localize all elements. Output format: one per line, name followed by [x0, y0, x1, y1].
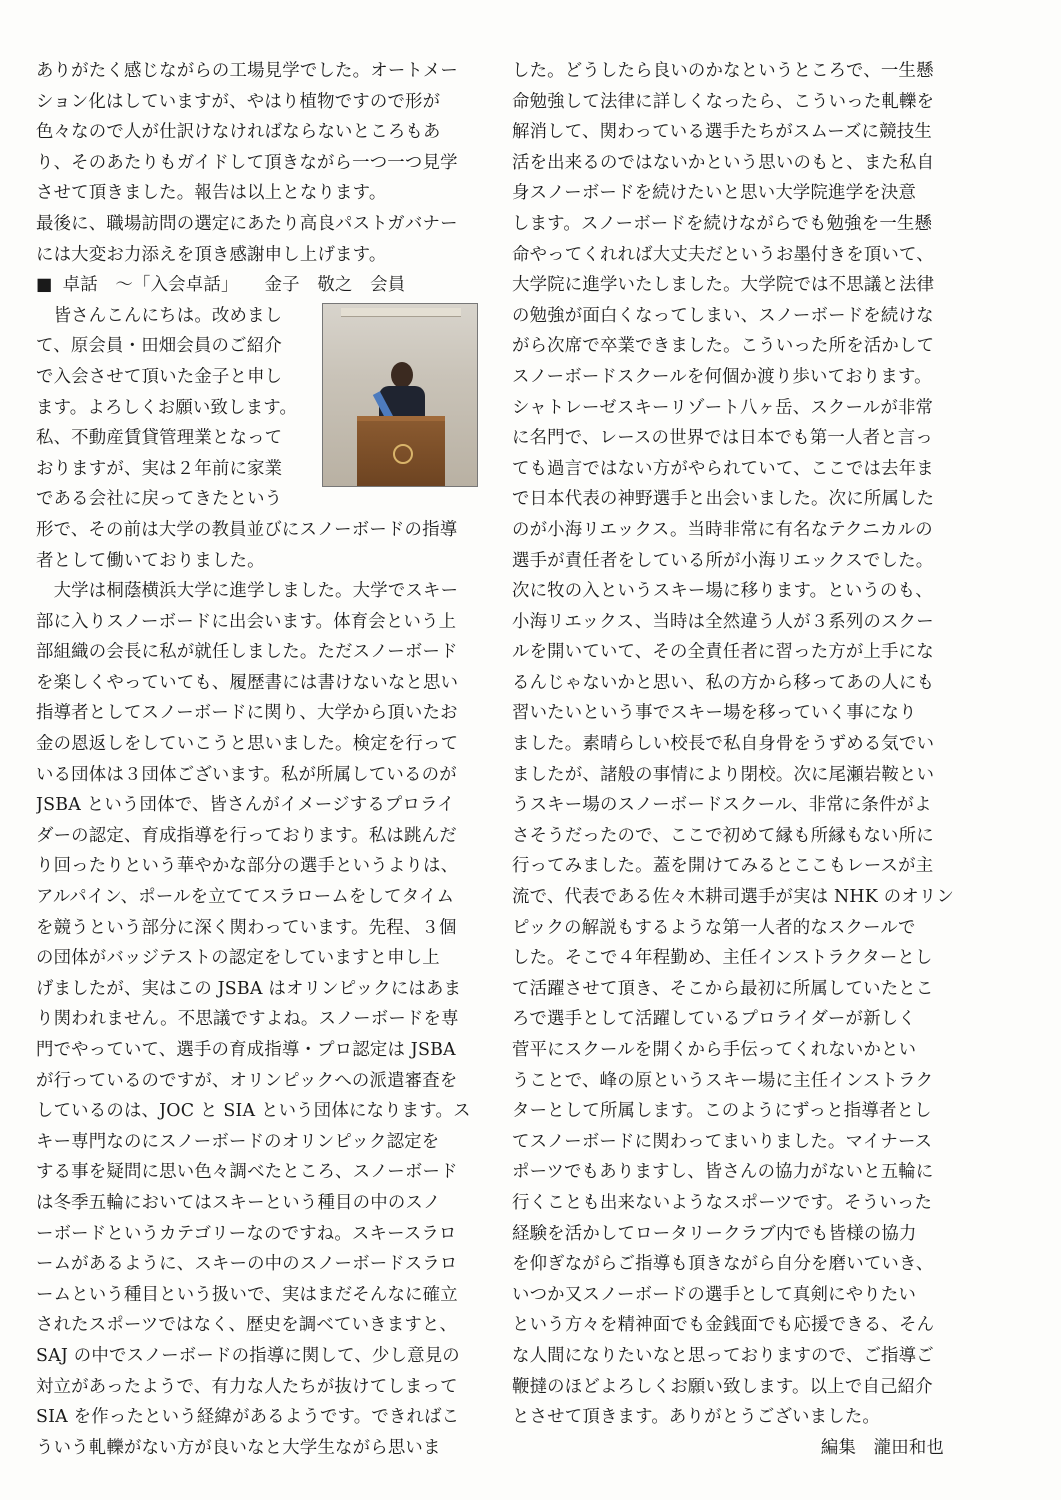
- text-line: いる団体は３団体ございます。私が所属しているのが: [36, 764, 457, 785]
- text-line: て活躍させて頂き、そこから最初に所属していたとこ: [512, 978, 934, 999]
- text-line: うスキー場のスノーボードスクール、非常に条件がよ: [512, 795, 932, 816]
- text-line: 者として働いておりました。: [36, 550, 265, 571]
- text-line: 金の恩返しをしていこうと思いました。検定を行って: [36, 734, 459, 755]
- speaker-name: 金子 敬之 会員: [264, 275, 406, 296]
- text-line: さそうだったので、ここで初めて縁も所縁もない所に: [512, 825, 934, 846]
- text-line: うことで、峰の原というスキー場に主任インストラク: [512, 1070, 934, 1091]
- speaker-photo: [322, 303, 478, 487]
- text-line: する事を疑問に思い色々調べたところ、スノーボード: [36, 1162, 458, 1183]
- text-line: ームがあるように、スキーの中のスノーボードスラロ: [36, 1254, 458, 1275]
- text-line: で入会させて頂いた金子と申し: [36, 366, 283, 387]
- text-line: 行くことも出来ないようなスポーツです。そういった: [512, 1192, 933, 1213]
- text-line: 指導者としてスノーボードに関り、大学から頂いたお: [36, 703, 458, 724]
- right-column: [512, 56, 958, 1463]
- text-line: の勉強が面白くなってしまい、スノーボードを続けな: [512, 305, 934, 326]
- text-line: SIA を作ったという経緯があるようです。できればこ: [36, 1407, 460, 1428]
- rotary-emblem-icon: [393, 444, 413, 464]
- text-line: 命勉強して法律に詳しくなったら、こういった軋轢を: [512, 91, 935, 112]
- text-line: という方々を精神面でも金銭面でも応援できる、そん: [512, 1315, 935, 1336]
- text-line: 大学院に進学いたしました。大学院では不思議と法律: [512, 275, 935, 296]
- text-line: で日本代表の神野選手と出会いました。次に所属した: [512, 489, 935, 510]
- text-line: 活を出来るのではないかという思いのもと、また私自: [512, 152, 935, 173]
- text-line: ても過言ではない方がやられていて、ここでは去年ま: [512, 458, 934, 479]
- text-line: ポーツでもありますし、皆さんの協力がないと五輪に: [512, 1162, 934, 1183]
- text-line: されたスポーツではなく、歴史を調べていきますと、: [36, 1315, 458, 1336]
- text-line: に名門で、レースの世界では日本でも第一人者と言っ: [512, 428, 933, 449]
- text-line: を競うという部分に深く関わっています。先程、３個: [36, 917, 457, 938]
- text-line: アルパイン、ポールを立ててスラロームをしてタイム: [36, 887, 455, 908]
- text-line: を楽しくやっていても、履歴書には書けないなと思い: [36, 672, 459, 693]
- text-line: 経験を活かしてロータリークラブ内でも皆様の協力: [512, 1223, 917, 1244]
- text-line: げましたが、実はこの JSBA はオリンピックにはあま: [36, 978, 462, 999]
- text-line: ういう軋轢がない方が良いなと大学生ながら思いま: [36, 1437, 441, 1458]
- text-line: 命やってくれれば大丈夫だというお墨付きを頂いて、: [512, 244, 934, 265]
- text-line: な人間になりたいなと思っておりますので、ご指導ご: [512, 1345, 934, 1366]
- text-line: ルを開いていて、その全責任者に習った方が上手にな: [512, 642, 934, 663]
- text-line: 行ってみました。蓋を開けてみるとここもレースが主: [512, 856, 934, 877]
- text-line: は冬季五輪においてはスキーという種目の中のスノ: [36, 1192, 441, 1213]
- text-line: がら次席で卒業できました。こういった所を活かして: [512, 336, 935, 357]
- section-title: 卓話 ～「入会卓話」: [62, 275, 239, 296]
- text-line: の団体がバッジテストの認定をしていますと申し上: [36, 948, 440, 969]
- text-line: 門でやっていて、選手の育成指導・プロ認定は JSBA: [36, 1040, 456, 1060]
- text-line: 菅平にスクールを開くから手伝ってくれないかとい: [512, 1040, 917, 1060]
- text-line: 形で、その前は大学の教員並びにスノーボードの指導: [36, 519, 458, 540]
- text-line: である会社に戻ってきたという: [36, 489, 283, 510]
- text-line: とさせて頂きます。ありがとうございました。: [512, 1407, 881, 1428]
- photo-wrap-block: [36, 301, 482, 515]
- text-line: ピックの解説もするような第一人者的なスクールで: [512, 917, 916, 938]
- text-line: スノーボードスクールを何個か渡り歩いております。: [512, 366, 932, 387]
- text-line: しているのは、JOC と SIA という団体になります。ス: [36, 1101, 471, 1122]
- text-line: り関われません。不思議ですよね。スノーボードを専: [36, 1009, 459, 1030]
- text-line: 部に入りスノーボードに出会います。体育会という上: [36, 611, 457, 632]
- text-line: 色々なので人が仕訳けなければならないところもあ: [36, 122, 441, 143]
- text-line: ろで選手として活躍しているプロライダーが新しく: [512, 1009, 916, 1030]
- text-line: には大変お力添えを頂き感謝申し上げます。: [36, 244, 387, 265]
- text-line: 対立があったようで、有力な人たちが抜けてしまって: [36, 1376, 458, 1397]
- text-line: 皆さんこんにちは。改めまし: [36, 305, 283, 326]
- text-line: 部組織の会長に私が就任しました。ただスノーボード: [36, 642, 458, 663]
- text-line: おりますが、実は２年前に家業: [36, 458, 283, 479]
- text-line: て、原会員・田畑会員のご紹介: [36, 336, 282, 357]
- text-line: ました。素晴らしい校長で私自身骨をうずめる気でい: [512, 734, 935, 755]
- text-line: 習いたいという事でスキー場を移っていく事になり: [512, 703, 917, 724]
- text-line: ありがたく感じながらの工場見学でした。オートメー: [36, 61, 459, 81]
- text-line: のが小海リエックス。当時非常に有名なテクニカルの: [512, 519, 933, 540]
- text-line: ーボードというカテゴリーなのですね。スキースラロ: [36, 1223, 457, 1244]
- text-line: JSBA という団体で、皆さんがイメージするプロライ: [36, 795, 455, 816]
- text-line: いつか又スノーボードの選手として真剣にやりたい: [512, 1284, 917, 1305]
- text-line: 私、不動産賃貸管理業となって: [36, 428, 283, 449]
- text-line: キー専門なのにスノーボードのオリンピック認定を: [36, 1131, 440, 1152]
- text-line: 大学は桐蔭横浜大学に進学しました。大学でスキー: [36, 581, 459, 602]
- text-line: ましたが、諸般の事情により閉校。次に尾瀬岩鞍とい: [512, 764, 935, 785]
- text-line: 鞭撻のほどよろしくお願い致します。以上で自己紹介: [512, 1376, 933, 1397]
- text-line: 身スノーボードを続けたいと思い大学院進学を決意: [512, 183, 917, 204]
- text-line: が行っているのですが、オリンピックへの派遣審査を: [36, 1070, 458, 1091]
- text-line: ション化はしていますが、やはり植物ですので形が: [36, 91, 441, 112]
- section-heading: [36, 270, 482, 301]
- text-line: 選手が責任者をしている所が小海リエックスでした。: [512, 550, 934, 571]
- text-line: シャトレーゼスキーリゾート八ヶ岳、スクールが非常: [512, 397, 934, 418]
- left-column: [36, 56, 482, 1463]
- text-line: します。スノーボードを続けながらでも勉強を一生懸: [512, 213, 933, 234]
- text-line: した。そこで４年程勤め、主任インストラクターとし: [512, 948, 933, 969]
- text-line: 最後に、職場訪問の選定にあたり高良パストガバナー: [36, 213, 458, 234]
- body-paragraphs: [36, 515, 482, 1463]
- text-line: SAJ の中でスノーボードの指導に関して、少し意見の: [36, 1345, 460, 1366]
- text-line: した。どうしたら良いのかなというところで、一生懸: [512, 61, 934, 81]
- text-line: ターとして所属します。このようにずっと指導者とし: [512, 1101, 932, 1122]
- text-line: 小海リエックス、当時は全然違う人が３系列のスクー: [512, 611, 934, 632]
- text-line: ームという種目という扱いで、実はまだそんなに確立: [36, 1284, 458, 1305]
- intro-paragraph: [36, 56, 482, 270]
- text-line: り、そのあたりもガイドして頂きながら一つ一つ見学: [36, 152, 458, 173]
- text-line: 次に牧の入というスキー場に移ります。というのも、: [512, 581, 933, 602]
- text-line: 解消して、関わっている選手たちがスムーズに競技生: [512, 122, 932, 143]
- text-line: 流で、代表である佐々木耕司選手が実は NHK のオリン: [512, 887, 955, 908]
- editor-credit: 編集 瀧田和也: [820, 1437, 944, 1458]
- text-line: てスノーボードに関わってまいりました。マイナース: [512, 1131, 933, 1152]
- square-bullet-icon: ■: [36, 275, 53, 296]
- text-line: り回ったりという華やかな部分の選手というよりは、: [36, 856, 459, 877]
- text-line: させて頂きました。報告は以上となります。: [36, 183, 387, 204]
- text-line: ます。よろしくお願い致します。: [36, 397, 298, 418]
- text-line: ダーの認定、育成指導を行っております。私は跳んだ: [36, 825, 457, 846]
- text-line: を仰ぎながらご指導も頂きながら自分を磨いていき、: [512, 1254, 934, 1275]
- text-line: るんじゃないかと思い、私の方から移ってあの人にも: [512, 672, 935, 693]
